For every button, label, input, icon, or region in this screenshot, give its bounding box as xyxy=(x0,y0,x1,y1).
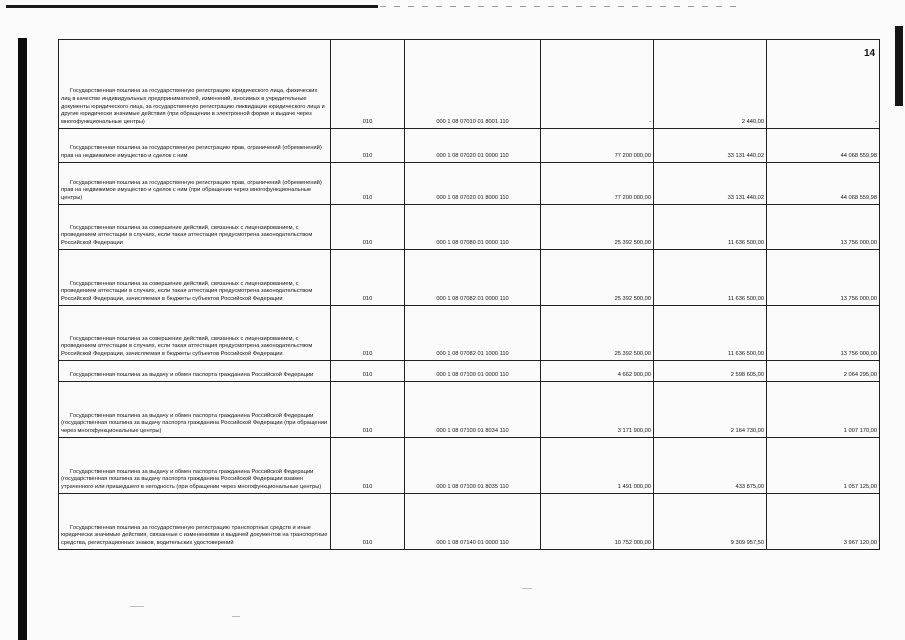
row-name: Государственная пошлина за совершение действий, связанных с лицензированием, с проведением аттестации в случаях, если такая аттестация предусмотрена законодательством Российской Федерации, зачисляемая в бюджеты субъектов Российской Федерации xyxy=(59,250,331,306)
row-name: Государственная пошлина за выдачу и обмен паспорта гражданина Российской Федерации xyxy=(59,361,331,382)
row-unexecuted: 3 967 120,00 xyxy=(767,494,880,550)
row-kbk-code: 000 1 08 07082 01 0000 110 xyxy=(405,250,541,306)
row-name: Государственная пошлина за государственную регистрацию юридического лица, физических лиц в качестве индивидуальных предпринимателей, изменений, вносимых в учредительные документы юридического лица, за государственную регистрацию ликвидации юридического лица и другие юридически значимые действия (при обращении в электронной форме и выдаче через многофункциональные центры) xyxy=(59,40,331,129)
row-executed: 9 309 957,50 xyxy=(654,494,767,550)
row-unexecuted: 1 057 125,00 xyxy=(767,438,880,494)
table-row xyxy=(59,382,880,438)
row-kbk-code: 000 1 08 07082 01 1000 110 xyxy=(405,306,541,361)
row-unexecuted: 13 756 000,00 xyxy=(767,306,880,361)
row-line-code: 010 xyxy=(331,306,405,361)
row-approved: 3 171 900,00 xyxy=(541,382,654,438)
row-unexecuted: 2 064 295,00 xyxy=(767,361,880,382)
row-executed: 2 598 605,00 xyxy=(654,361,767,382)
row-executed: 11 636 500,00 xyxy=(654,306,767,361)
row-executed: 2 440,00 xyxy=(654,40,767,129)
scan-edge-left xyxy=(18,38,27,640)
row-unexecuted: - xyxy=(767,40,880,129)
table-row xyxy=(59,494,880,550)
row-line-code: 010 xyxy=(331,250,405,306)
row-approved: 25 392 500,00 xyxy=(541,250,654,306)
row-kbk-code: 000 1 08 07020 01 8000 110 xyxy=(405,163,541,205)
row-unexecuted: 13 756 000,00 xyxy=(767,250,880,306)
table-row xyxy=(59,250,880,306)
row-executed: 33 131 440,02 xyxy=(654,129,767,163)
row-name: Государственная пошлина за государственную регистрацию транспортных средств и иные юридически значимые действия, связанные с изменениями и выдачей документов на транспортные средства, регистрационных знаков, водительских удостоверений xyxy=(59,494,331,550)
row-kbk-code: 000 1 08 07080 01 0000 110 xyxy=(405,205,541,250)
row-approved: 25 392 500,00 xyxy=(541,306,654,361)
row-unexecuted: 44 068 559,98 xyxy=(767,129,880,163)
table-row xyxy=(59,438,880,494)
row-unexecuted: 44 068 559,98 xyxy=(767,163,880,205)
row-name: Государственная пошлина за совершение действий, связанных с лицензированием, с проведением аттестации в случаях, если такая аттестация предусмотрена законодательством Российской Федерации xyxy=(59,205,331,250)
row-kbk-code: 000 1 08 07100 01 8035 110 xyxy=(405,438,541,494)
row-kbk-code: 000 1 08 07140 01 0000 110 xyxy=(405,494,541,550)
table-row xyxy=(59,361,880,382)
scan-speck xyxy=(232,616,240,617)
row-kbk-code: 000 1 08 07010 01 8001 110 xyxy=(405,40,541,129)
row-line-code: 010 xyxy=(331,382,405,438)
table-row xyxy=(59,205,880,250)
budget-table xyxy=(58,39,880,550)
scan-speck xyxy=(522,588,532,589)
table-row xyxy=(59,163,880,205)
row-kbk-code: 000 1 08 07020 01 0000 110 xyxy=(405,129,541,163)
row-name: Государственная пошлина за выдачу и обмен паспорта гражданина Российской Федерации (государственная пошлина за выдачу паспорта гражданина Российской Федерации (при обращении через многофункциональные центры) xyxy=(59,382,331,438)
row-name: Государственная пошлина за государственную регистрацию прав, ограничений (обременений) прав на недвижимое имущество и сделок с ним xyxy=(59,129,331,163)
top-rule-faint xyxy=(380,6,740,7)
row-approved: 10 752 000,00 xyxy=(541,494,654,550)
row-name: Государственная пошлина за государственную регистрацию прав, ограничений (обременений) прав на недвижимое имущество и сделок с ним (при обращении через многофункциональные центры) xyxy=(59,163,331,205)
row-line-code: 010 xyxy=(331,129,405,163)
row-approved: - xyxy=(541,40,654,129)
scan-edge-right xyxy=(895,26,903,106)
row-executed: 11 636 500,00 xyxy=(654,205,767,250)
row-executed: 433 875,00 xyxy=(654,438,767,494)
page-number: 14 xyxy=(864,48,876,59)
row-approved: 4 662 900,00 xyxy=(541,361,654,382)
row-line-code: 010 xyxy=(331,438,405,494)
row-unexecuted: 1 007 170,00 xyxy=(767,382,880,438)
row-executed: 2 164 730,00 xyxy=(654,382,767,438)
row-approved: 77 200 000,00 xyxy=(541,163,654,205)
row-line-code: 010 xyxy=(331,361,405,382)
scan-speck xyxy=(130,606,144,607)
row-unexecuted: 13 756 000,00 xyxy=(767,205,880,250)
table-row xyxy=(59,40,880,129)
row-name: Государственная пошлина за выдачу и обмен паспорта гражданина Российской Федерации (государственная пошлина за выдачу паспорта гражданина Российской Федерации взамен утраченного или пришедшего в негодность (при обращении через многофункциональные центры) xyxy=(59,438,331,494)
row-executed: 11 636 500,00 xyxy=(654,250,767,306)
row-kbk-code: 000 1 08 07100 01 0000 110 xyxy=(405,361,541,382)
top-rule xyxy=(6,5,378,8)
row-kbk-code: 000 1 08 07100 01 8034 110 xyxy=(405,382,541,438)
row-line-code: 010 xyxy=(331,205,405,250)
row-name: Государственная пошлина за совершение действий, связанных с лицензированием, с проведением аттестации в случаях, если такая аттестация предусмотрена законодательством Российской Федерации, зачисляемая в бюджеты субъектов Российской Федерации xyxy=(59,306,331,361)
row-line-code: 010 xyxy=(331,494,405,550)
row-approved: 77 200 000,00 xyxy=(541,129,654,163)
row-executed: 33 131 440,02 xyxy=(654,163,767,205)
table-row xyxy=(59,129,880,163)
table-row xyxy=(59,306,880,361)
row-approved: 25 392 500,00 xyxy=(541,205,654,250)
row-line-code: 010 xyxy=(331,163,405,205)
row-line-code: 010 xyxy=(331,40,405,129)
row-approved: 1 491 000,00 xyxy=(541,438,654,494)
